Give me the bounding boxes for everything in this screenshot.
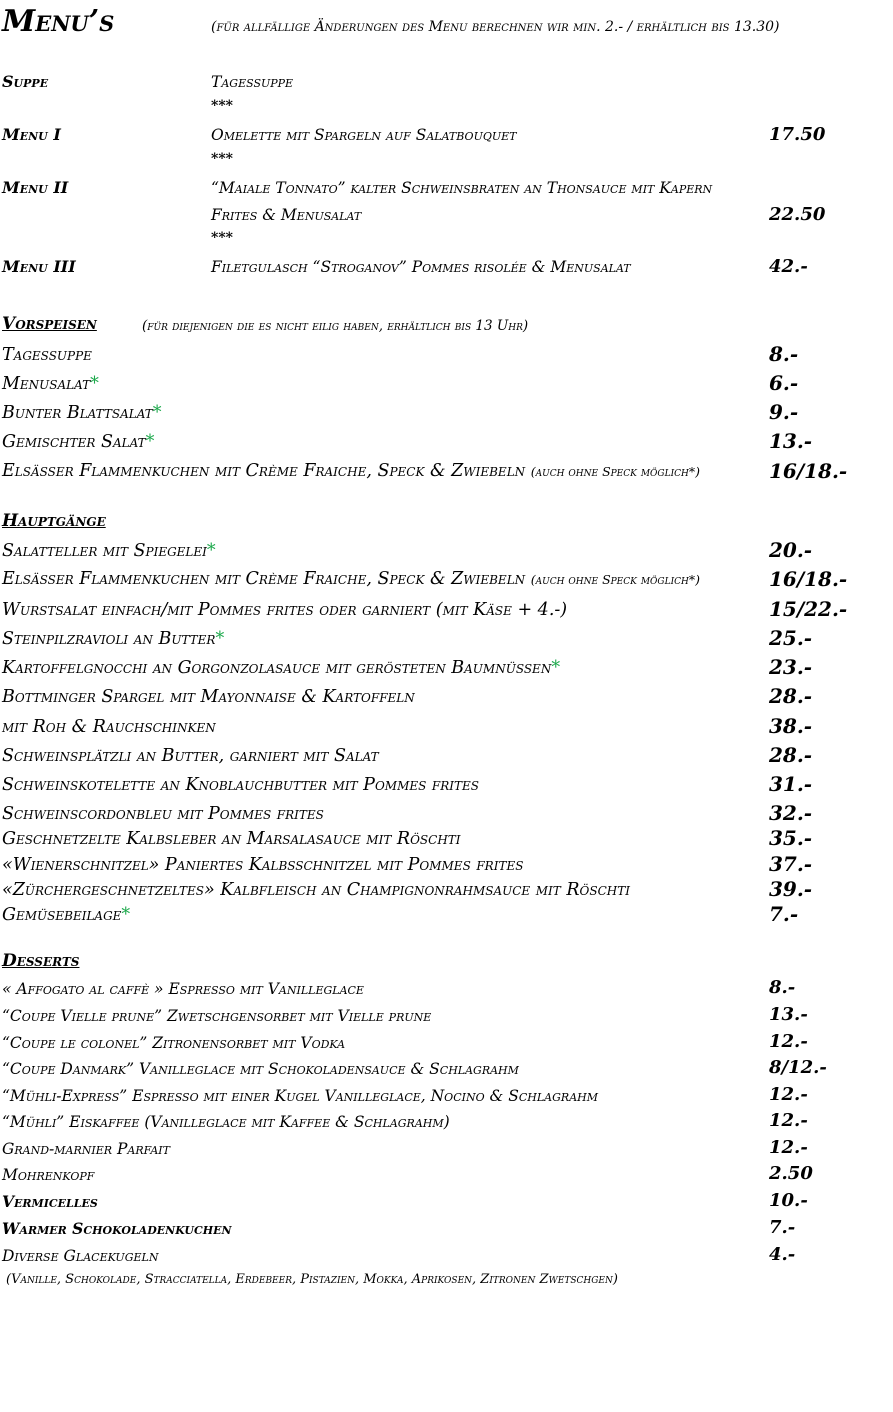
menu-desc-menu-2-line-1: “Maiale Tonnato” kalter Schweinsbraten an Thonsauce mit Kapern	[211, 179, 713, 197]
menu-separator: ***	[211, 151, 233, 167]
vegetarian-star-icon: *	[215, 629, 225, 649]
item-price: 16/18.-	[769, 567, 848, 591]
item-price: 13.-	[769, 429, 813, 453]
list-item	[2, 428, 882, 456]
item-name: «Wienerschnitzel» Paniertes Kalbsschnitzel mit Pommes frites	[2, 855, 524, 875]
item-price: 12.-	[769, 1031, 808, 1052]
list-item	[2, 742, 882, 770]
menu-price-menu-1: 17.50	[769, 124, 826, 145]
list-item	[2, 1003, 882, 1029]
item-name: Gemüsebeilage	[2, 905, 122, 925]
vegetarian-star-icon: *	[90, 374, 99, 394]
list-item	[2, 713, 882, 741]
list-item	[2, 825, 882, 853]
list-item	[2, 876, 882, 904]
list-item	[2, 370, 882, 398]
vegetarian-star-icon: *	[551, 658, 561, 678]
item-name: Wurstsalat einfach/mit Pommes frites oder garniert (mit Käse + 4.-)	[2, 600, 568, 620]
section-title-desserts: Desserts	[2, 951, 80, 971]
menu-desc-menu-3: Filetgulasch “Stroganov” Pommes risolée & Menusalat	[211, 258, 631, 276]
item-name: Kartoffelgnocchi an Gorgonzolasauce mit gerösteten Baumnüssen	[2, 658, 552, 678]
item-name: Bottminger Spargel mit Mayonnaise & Kartoffeln	[2, 687, 415, 707]
list-item	[2, 1189, 882, 1215]
item-name: Salatteller mit Spiegelei	[2, 541, 207, 561]
menu-label-menu-1: Menu I	[2, 125, 61, 144]
item-name: Geschnetzelte Kalbsleber an Marsalasauce mit Röschti	[2, 829, 461, 849]
menu-label-menu-3: Menu III	[2, 257, 76, 276]
menu-label-menu-2: Menu II	[2, 178, 69, 197]
item-price: 7.-	[769, 1217, 796, 1238]
section-note-vorspeisen: (für diejenigen die es nicht eilig haben, erhältlich bis 13 Uhr)	[142, 318, 529, 334]
menu-price-menu-3: 42.-	[769, 256, 808, 277]
list-item	[2, 771, 882, 799]
item-name: Vermicelles	[2, 1192, 98, 1211]
item-name: Mohrenkopf	[2, 1166, 95, 1184]
item-name: Warmer Schokoladenkuchen	[2, 1219, 232, 1238]
item-name: “Mühli” Eiskaffee (Vanilleglace mit Kaffee & Schlagrahm)	[2, 1113, 450, 1131]
item-price: 12.-	[769, 1084, 808, 1105]
vegetarian-star-icon: *	[206, 541, 216, 561]
item-price: 25.-	[769, 626, 813, 650]
menu-separator: ***	[211, 230, 233, 246]
item-price: 13.-	[769, 1004, 808, 1025]
item-note: (auch ohne Speck möglich*)	[530, 464, 701, 479]
item-price: 32.-	[769, 801, 813, 825]
menu-price-menu-2: 22.50	[769, 204, 826, 225]
section-title-vorspeisen: Vorspeisen	[2, 314, 97, 334]
item-price: 8/12.-	[769, 1057, 827, 1078]
item-price: 2.50	[769, 1163, 813, 1184]
list-item	[2, 1083, 882, 1109]
item-price: 6.-	[769, 371, 799, 395]
list-item	[2, 800, 882, 828]
item-price: 31.-	[769, 772, 813, 796]
item-price: 4.-	[769, 1244, 796, 1265]
item-price: 39.-	[769, 877, 813, 901]
list-item	[2, 1109, 882, 1135]
item-name: Grand-marnier Parfait	[2, 1140, 170, 1158]
list-item	[2, 851, 882, 879]
list-item	[2, 458, 882, 486]
vegetarian-star-icon: *	[152, 403, 162, 423]
list-item	[2, 901, 882, 929]
item-price: 35.-	[769, 826, 813, 850]
item-price: 7.-	[769, 902, 799, 926]
item-price: 28.-	[769, 743, 813, 767]
item-name: Elsässer Flammenkuchen mit Crème Fraiche, Speck & Zwiebeln	[2, 461, 526, 481]
item-price: 15/22.-	[769, 597, 848, 621]
item-name: Gemischter Salat	[2, 432, 146, 452]
list-item	[2, 399, 882, 427]
list-item	[2, 1030, 882, 1056]
item-name: “Coupe Vielle prune” Zwetschgensorbet mit Vielle prune	[2, 1007, 432, 1025]
menu-desc-suppe: Tagessuppe	[211, 73, 294, 91]
item-name: Tagessuppe	[2, 345, 92, 365]
item-name: “Coupe Danmark” Vanilleglace mit Schokoladensauce & Schlagrahm	[2, 1060, 519, 1078]
page-note: (für allfällige Änderungen des Menu berechnen wir min. 2.- / erhältlich bis 13.30)	[211, 19, 780, 35]
item-name: «Zürchergeschnetzeltes» Kalbfleisch an Champignonrahmsauce mit Röschti	[2, 880, 630, 900]
item-name: “Mühli-Express” Espresso mit einer Kugel Vanilleglace, Nocino & Schlagrahm	[2, 1087, 598, 1105]
item-note: (auch ohne Speck möglich*)	[530, 572, 701, 587]
item-price: 8.-	[769, 342, 799, 366]
item-name: « Affogato al caffè » Espresso mit Vanilleglace	[2, 980, 364, 998]
list-item	[2, 1056, 882, 1082]
item-price: 12.-	[769, 1137, 808, 1158]
menu-desc-menu-1: Omelette mit Spargeln auf Salatbouquet	[211, 126, 517, 144]
item-name: Diverse Glacekugeln	[2, 1247, 159, 1265]
list-item	[2, 1216, 882, 1242]
item-price: 16/18.-	[769, 459, 848, 483]
item-name: Menusalat	[2, 374, 91, 394]
list-item	[2, 976, 882, 1002]
menu-desc-menu-2-line-2: Frites & Menusalat	[211, 206, 362, 224]
list-item	[2, 683, 882, 711]
list-item	[2, 596, 882, 624]
flavors-footnote: (Vanille, Schokolade, Stracciatella, Erdebeer, Pistazien, Mokka, Aprikosen, Zitronen Zwetschgen)	[6, 1272, 618, 1287]
item-name: Steinpilzravioli an Butter	[2, 629, 216, 649]
item-name: Schweinsplätzli an Butter, garniert mit Salat	[2, 746, 379, 766]
item-name: “Coupe le colonel” Zitronensorbet mit Vodka	[2, 1034, 346, 1052]
page-title: Menu’s	[2, 4, 115, 39]
item-price: 12.-	[769, 1110, 808, 1131]
item-name: Schweinscordonbleu mit Pommes frites	[2, 804, 324, 824]
vegetarian-star-icon: *	[145, 432, 155, 452]
item-price: 9.-	[769, 400, 799, 424]
list-item	[2, 654, 882, 682]
list-item	[2, 537, 882, 565]
vegetarian-star-icon: *	[121, 905, 131, 925]
section-title-hauptgaenge: Hauptgänge	[2, 511, 106, 531]
item-name: mit Roh & Rauchschinken	[2, 717, 216, 737]
item-price: 38.-	[769, 714, 813, 738]
list-item	[2, 1243, 882, 1269]
item-price: 37.-	[769, 852, 813, 876]
list-item	[2, 625, 882, 653]
list-item	[2, 566, 882, 594]
menu-label-suppe: Suppe	[2, 72, 49, 91]
item-price: 20.-	[769, 538, 813, 562]
item-price: 8.-	[769, 977, 796, 998]
item-name: Schweinskotelette an Knoblauchbutter mit Pommes frites	[2, 775, 479, 795]
item-name: Bunter Blattsalat	[2, 403, 153, 423]
item-name: Elsässer Flammenkuchen mit Crème Fraiche, Speck & Zwiebeln	[2, 569, 526, 589]
list-item	[2, 1136, 882, 1162]
item-price: 28.-	[769, 684, 813, 708]
menu-separator: ***	[211, 98, 233, 114]
list-item	[2, 341, 882, 369]
item-price: 23.-	[769, 655, 813, 679]
item-price: 10.-	[769, 1190, 808, 1211]
list-item	[2, 1162, 882, 1188]
